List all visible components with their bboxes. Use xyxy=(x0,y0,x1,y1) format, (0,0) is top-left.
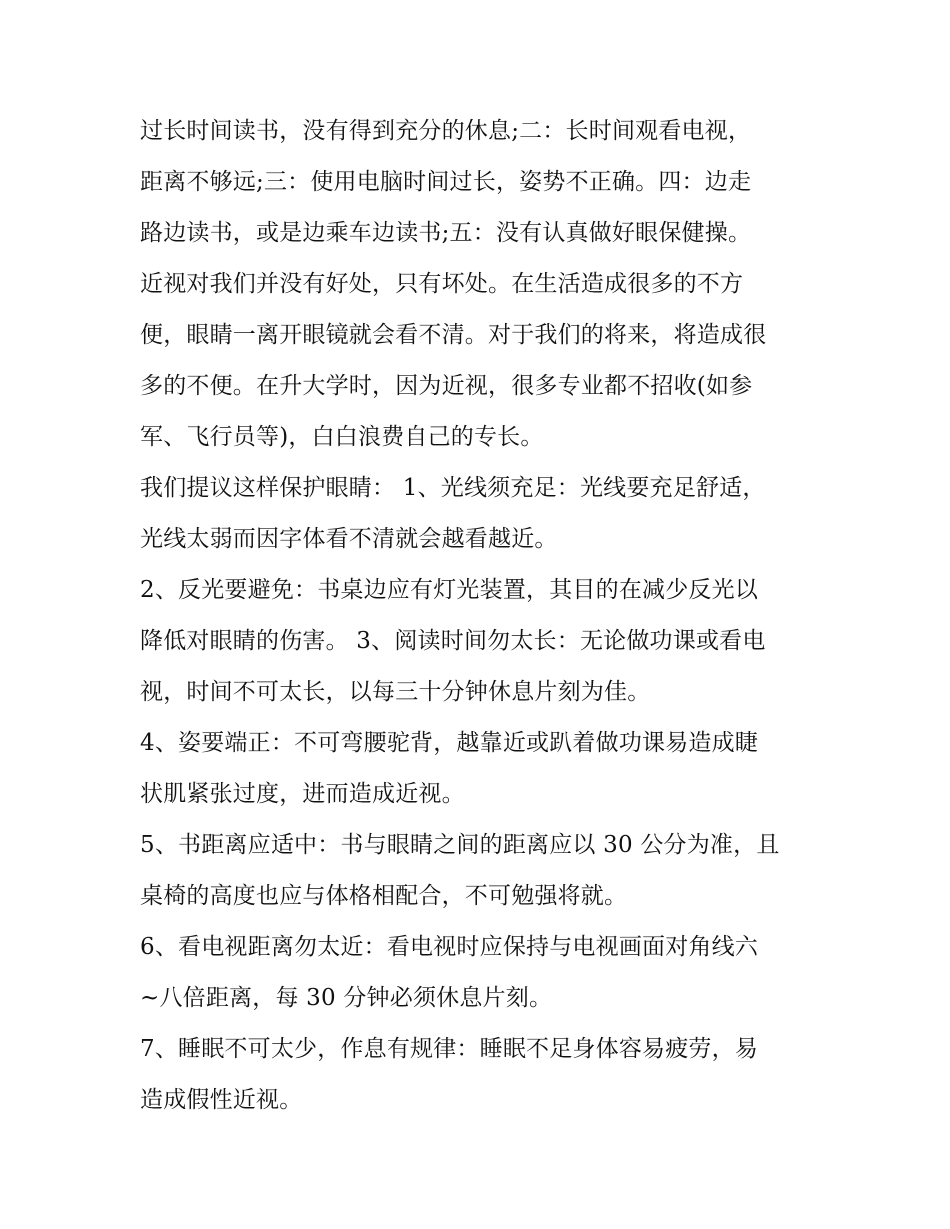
text-line: 视，时间不可太长，以每三十分钟休息片刻为佳。 xyxy=(140,679,651,705)
text-line: 4、姿要端正：不可弯腰驼背，越靠近或趴着做功课易造成睫 xyxy=(140,730,759,756)
text-line: 光线太弱而因字体看不清就会越看越近。 xyxy=(140,526,558,552)
text-line: 距离不够远;三：使用电脑时间过长，姿势不正确。四：边走 xyxy=(140,169,752,195)
text-line: 5、书距离应适中：书与眼睛之间的距离应以 30 公分为准，且 xyxy=(140,832,780,858)
text-line: 军、飞行员等)，白白浪费自己的专长。 xyxy=(140,424,544,450)
text-line: 多的不便。在升大学时，因为近视，很多专业都不招收(如参 xyxy=(140,373,753,399)
text-line: 2、反光要避免：书桌边应有灯光装置，其目的在减少反光以 xyxy=(140,577,759,603)
text-line: 降低对眼睛的伤害。 3、阅读时间勿太长：无论做功课或看电 xyxy=(140,628,766,654)
text-line: 桌椅的高度也应与体格相配合，不可勉强将就。 xyxy=(140,883,628,909)
text-line: 路边读书，或是边乘车边读书;五：没有认真做好眼保健操。 xyxy=(140,220,752,246)
text-line: 造成假性近视。 xyxy=(140,1087,303,1113)
document-body xyxy=(140,106,820,1126)
text-line: 状肌紧张过度，进而造成近视。 xyxy=(140,781,465,807)
text-line: 6、看电视距离勿太近：看电视时应保持与电视画面对角线六 xyxy=(140,934,759,960)
text-line: 便，眼睛一离开眼镜就会看不清。对于我们的将来，将造成很 xyxy=(140,322,767,348)
text-line: 近视对我们并没有好处，只有坏处。在生活造成很多的不方 xyxy=(140,271,744,297)
text-line: ~八倍距离，每 30 分钟必须休息片刻。 xyxy=(140,985,553,1011)
text-line: 我们提议这样保护眼睛： 1、光线须充足：光线要充足舒适， xyxy=(140,475,766,501)
text-line: 过长时间读书，没有得到充分的休息;二：长时间观看电视， xyxy=(140,118,752,144)
text-line: 7、睡眠不可太少，作息有规律：睡眠不足身体容易疲劳，易 xyxy=(140,1036,759,1062)
